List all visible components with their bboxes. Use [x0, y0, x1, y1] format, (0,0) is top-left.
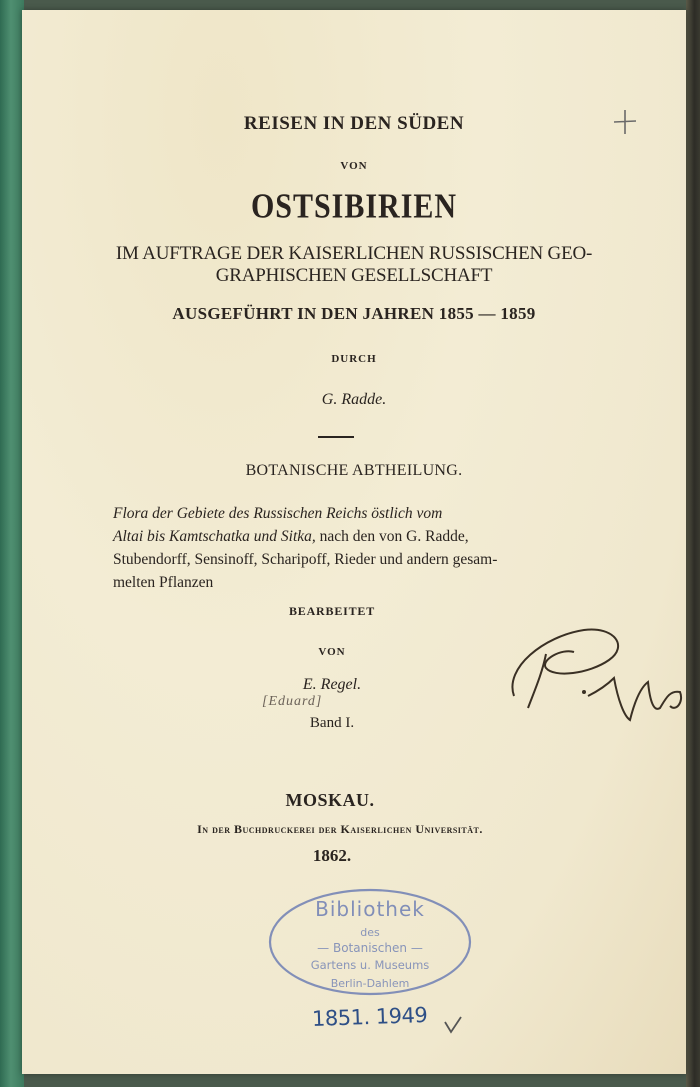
title-years: AUSGEFÜHRT IN DEN JAHREN 1855 — 1859: [172, 304, 536, 323]
desc-rest-2: nach den von G. Radde,: [315, 528, 469, 545]
title-region: OSTSIBIRIEN: [250, 187, 458, 226]
svg-text:Gartens u. Museums: Gartens u. Museums: [310, 958, 430, 972]
book-edge: [686, 0, 700, 1087]
desc-italic-1: Flora der Gebiete des Russischen Reichs östlich vom: [113, 505, 443, 522]
check-mark-icon: [442, 1014, 464, 1036]
svg-text:des: des: [360, 926, 380, 939]
handwritten-signature: [484, 608, 694, 738]
desc-line-4: melten Pflanzen: [113, 574, 214, 591]
desc-line-1: [113, 502, 593, 525]
title-von: VON: [340, 160, 368, 172]
book-spine-cloth: [0, 0, 24, 1087]
imprint-city: MOSKAU.: [285, 790, 375, 810]
svg-text:Bibliothek: Bibliothek: [315, 897, 425, 921]
desc-line-3: Stubendorff, Sensinoff, Scharipoff, Rieder und andern gesam-: [113, 551, 498, 568]
title-author: G. Radde.: [321, 391, 387, 408]
pencil-annotation: [Eduard]: [262, 694, 323, 709]
bearbeitet-label: BEARBEITET: [288, 604, 376, 618]
imprint-printer: In der Buchdruckerei der Kaiserlichen Universität.: [197, 822, 483, 836]
svg-text:— Botanischen —: — Botanischen —: [317, 941, 423, 955]
editor-name: E. Regel.: [302, 676, 362, 693]
library-stamp: [267, 886, 473, 998]
editor-von: VON: [318, 646, 346, 658]
accession-number: 1851. 1949: [311, 1002, 428, 1032]
section-heading: BOTANISCHE ABTHEILUNG.: [245, 462, 463, 479]
title-durch: DURCH: [331, 353, 377, 365]
section-description: [113, 502, 593, 594]
desc-italic-2: Altai bis Kamtschatka und Sitka,: [113, 528, 316, 545]
separator-rule: [318, 436, 354, 438]
imprint-year: 1862.: [312, 846, 352, 865]
title-commission: [22, 243, 686, 287]
title-page: [22, 10, 686, 1074]
commission-line-1: IM AUFTRAGE DER KAISERLICHEN RUSSISCHEN GEO-: [115, 243, 593, 264]
desc-line-2: [113, 525, 593, 548]
volume-label: Band I.: [309, 715, 355, 731]
commission-line-2: GRAPHISCHEN GESELLSCHAFT: [215, 265, 493, 286]
svg-text:Berlin-Dahlem: Berlin-Dahlem: [330, 977, 410, 990]
title-line-1: REISEN IN DEN SÜDEN: [243, 113, 465, 134]
